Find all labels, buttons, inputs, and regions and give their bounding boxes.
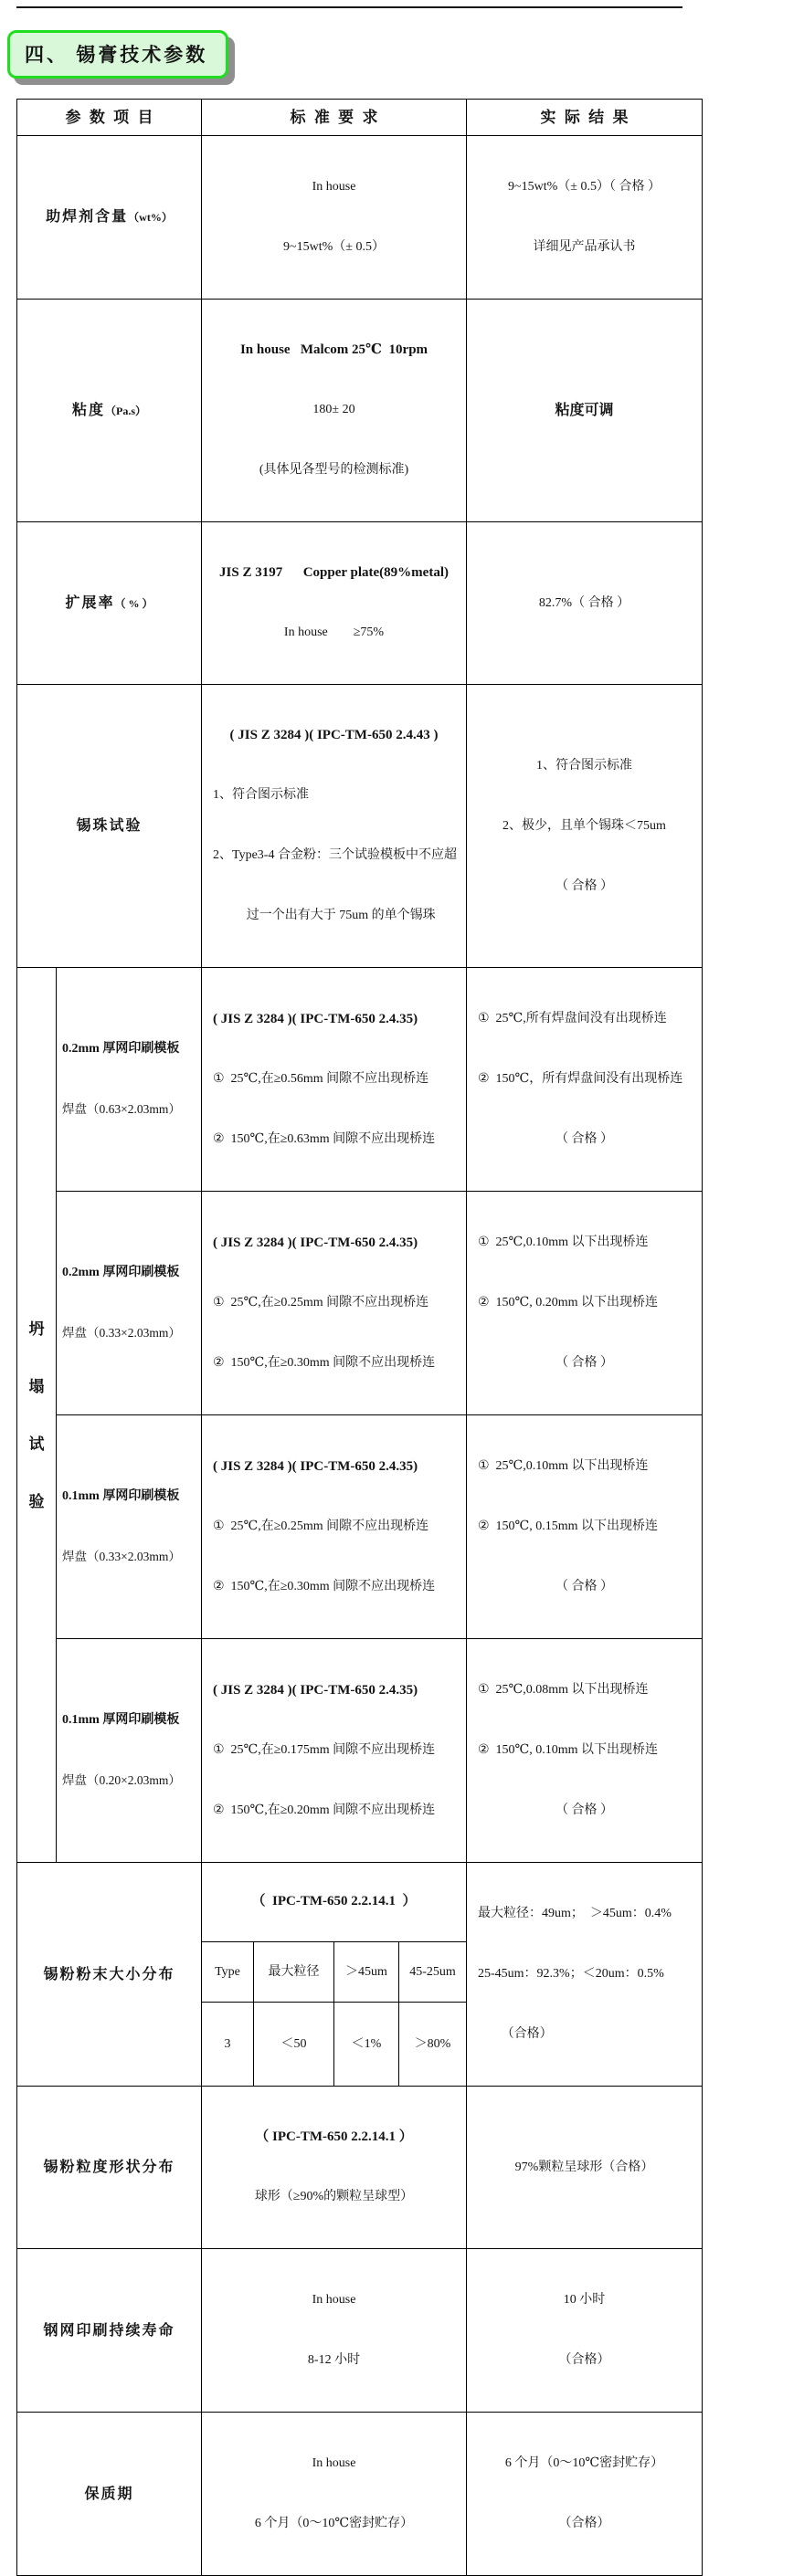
std-line: 过一个出有大于 75um 的单个锡珠 (246, 909, 436, 922)
cell-powder-shape-label (17, 2087, 202, 2249)
inner-col-value: 3 (202, 2003, 254, 2087)
cell-powder-size-result (467, 1863, 703, 2087)
std-line: 1、符合图示标准 (213, 788, 309, 802)
std-title: ( JIS Z 3284 )( IPC-TM-650 2.4.35) (213, 1235, 418, 1250)
stencil-spec: 0.2mm 厚网印刷模板 (62, 1042, 180, 1056)
cell-stencil-life-result (467, 2249, 703, 2413)
table-header-row (17, 100, 703, 136)
std-line: ① 25℃,在≥0.175mm 间隙不应出现桥连 (213, 1742, 436, 1757)
stencil-spec: 0.1mm 厚网印刷模板 (62, 1713, 180, 1727)
cell-slump-1-sublabel (57, 968, 202, 1192)
std-title: ( JIS Z 3284 )( IPC-TM-650 2.4.35) (213, 1011, 418, 1026)
cell-flux-result (467, 136, 703, 300)
cell-powder-shape-result (467, 2087, 703, 2249)
col-header-param: 参数项目 (17, 100, 202, 136)
result-line: ① 25℃,0.10mm 以下出现桥连 (478, 1235, 649, 1249)
row-shelf-life (17, 2413, 703, 2576)
std-line: (具体见各型号的检测标准) (259, 463, 409, 477)
powder-shape-label: 锡粉粒度形状分布 (43, 2160, 175, 2175)
result-line: 最大粒径：49um； ＞45um：0.4% (478, 1907, 672, 1920)
cell-slump-2-result (467, 1192, 703, 1415)
inner-col-header: 最大粒径 (254, 1941, 334, 2002)
cell-shelf-life-result (467, 2413, 703, 2576)
result-line: 2、极少，且单个锡珠＜75um (503, 818, 666, 833)
inner-col-header: 45-25um (399, 1941, 467, 2002)
flux-unit: （wt%） (128, 211, 173, 224)
result-line: 1、符合图示标准 (536, 758, 632, 773)
std-line: ① 25℃,在≥0.25mm 间隙不应出现桥连 (213, 1519, 429, 1533)
std-title: ( JIS Z 3284 )( IPC-TM-650 2.4.43 ) (229, 728, 439, 742)
spread-unit: （ % ） (114, 596, 153, 610)
result-line: 82.7%（ 合格 ） (538, 595, 630, 610)
std-title: ( JIS Z 3284 )( IPC-TM-650 2.4.35) (213, 1458, 418, 1474)
stencil-spec: 0.2mm 厚网印刷模板 (62, 1266, 180, 1279)
cell-viscosity-result (467, 300, 703, 522)
std-line: ② 150℃,在≥0.20mm 间隙不应出现桥连 (213, 1803, 436, 1817)
result-line: 25-45um：92.3%；＜20um：0.5% (478, 1967, 664, 1981)
section-title: 四、 锡膏技术参数 (25, 44, 208, 66)
result-line: ② 150℃, 0.15mm 以下出现桥连 (478, 1519, 658, 1533)
top-rule (16, 6, 682, 8)
row-stencil-life (17, 2249, 703, 2413)
spec-table (16, 99, 703, 2576)
result-line: 粘度可调 (555, 402, 614, 418)
cell-slump-group-label (17, 968, 57, 1863)
std-line: 6 个月（0～10℃密封贮存） (254, 2517, 414, 2530)
cell-powder-size-ref: （ IPC-TM-650 2.2.14.1 ） (202, 1863, 467, 1942)
result-line: ① 25℃,所有焊盘间没有出现桥连 (478, 1012, 667, 1025)
stencil-spec: 0.1mm 厚网印刷模板 (62, 1489, 180, 1503)
cell-powder-shape-standard (202, 2087, 467, 2249)
row-flux-content (17, 136, 703, 300)
std-line: 8-12 小时 (307, 2353, 361, 2367)
result-line: 97%颗粒呈球形（合格） (514, 2160, 654, 2174)
verdict: （ 合格 ） (555, 1580, 613, 1593)
col-header-standard: 标准要求 (202, 100, 467, 136)
std-line: 2、Type3-4 合金粉：三个试验模板中不应超 (213, 848, 457, 862)
std-line: 球形（≥90%的颗粒呈球型） (254, 2190, 414, 2203)
spread-label: 扩展率 (65, 594, 115, 611)
powder-size-label: 锡粉粉末大小分布 (43, 1966, 175, 1982)
verdict: （ 合格 ） (555, 878, 613, 893)
row-slump-2 (17, 1192, 703, 1415)
cell-stencil-life-label (17, 2249, 202, 2413)
viscosity-unit: （Pa.s） (105, 404, 147, 417)
result-line: ① 25℃,0.10mm 以下出现桥连 (478, 1459, 649, 1473)
cell-spread-label (17, 522, 202, 685)
verdict: （ 合格 ） (555, 1132, 613, 1146)
row-slump-1 (17, 968, 703, 1192)
std-line: In house (312, 180, 356, 194)
cell-slump-1-result (467, 968, 703, 1192)
std-line: ② 150℃,在≥0.30mm 间隙不应出现桥连 (213, 1355, 436, 1370)
row-solder-ball-test (17, 685, 703, 968)
flux-label: 助焊剂含量 (46, 209, 129, 225)
std-line: In house (312, 2293, 356, 2307)
verdict: （合格） (501, 2027, 553, 2041)
cell-flux-standard (202, 136, 467, 300)
row-powder-shape (17, 2087, 703, 2249)
row-slump-3 (17, 1415, 703, 1639)
cell-slump-3-standard (202, 1415, 467, 1639)
verdict: （ 合格 ） (555, 1356, 613, 1370)
std-line: In house ≥75% (283, 626, 385, 639)
row-spread-rate (17, 522, 703, 685)
result-line: （合格） (558, 2517, 610, 2530)
inner-col-value: ＜50 (254, 2003, 334, 2087)
cell-slump-4-result (467, 1639, 703, 1863)
std-line: 9~15wt%（± 0.5） (283, 240, 385, 254)
cell-slump-4-standard (202, 1639, 467, 1863)
shelf-life-label: 保质期 (84, 2486, 134, 2502)
cell-flux-label (17, 136, 202, 300)
cell-solder-ball-standard (202, 685, 467, 968)
section-title-box (7, 30, 228, 79)
cell-shelf-life-standard (202, 2413, 467, 2576)
cell-slump-2-standard (202, 1192, 467, 1415)
result-line: 6 个月（0～10℃密封贮存） (504, 2456, 664, 2470)
cell-slump-3-result (467, 1415, 703, 1639)
cell-solder-ball-result (467, 685, 703, 968)
result-line: ① 25℃,0.08mm 以下出现桥连 (478, 1683, 649, 1697)
cell-viscosity-standard (202, 300, 467, 522)
row-powder-size-ref (17, 1863, 703, 1942)
solder-ball-label: 锡珠试验 (76, 818, 143, 834)
result-line: ② 150℃, 0.20mm 以下出现桥连 (478, 1296, 658, 1309)
pad-spec: 焊盘（0.63×2.03mm） (62, 1102, 181, 1116)
std-title: In house Malcom 25℃ 10rpm (239, 342, 428, 357)
cell-shelf-life-label (17, 2413, 202, 2576)
pad-spec: 焊盘（0.33×2.03mm） (62, 1550, 181, 1563)
row-slump-4 (17, 1639, 703, 1863)
cell-stencil-life-standard (202, 2249, 467, 2413)
row-viscosity (17, 300, 703, 522)
cell-slump-1-standard (202, 968, 467, 1192)
std-line: ① 25℃,在≥0.25mm 间隙不应出现桥连 (213, 1295, 429, 1309)
inner-col-value: ＜1% (334, 2003, 399, 2087)
result-line: 详细见产品承认书 (533, 240, 636, 254)
viscosity-label: 粘度 (71, 402, 105, 418)
std-line: ① 25℃,在≥0.56mm 间隙不应出现桥连 (213, 1071, 429, 1086)
std-title: JIS Z 3197 Copper plate(89%metal) (219, 565, 449, 580)
cell-slump-2-sublabel (57, 1192, 202, 1415)
std-line: ② 150℃,在≥0.63mm 间隙不应出现桥连 (213, 1131, 436, 1146)
cell-viscosity-label (17, 300, 202, 522)
pad-spec: 焊盘（0.20×2.03mm） (62, 1773, 181, 1787)
result-line: 9~15wt%（± 0.5）（ 合格 ） (508, 180, 661, 194)
std-title: ( JIS Z 3284 )( IPC-TM-650 2.4.35) (213, 1682, 418, 1698)
verdict: （ 合格 ） (555, 1803, 613, 1817)
inner-col-header: ＞45um (334, 1941, 399, 2002)
pad-spec: 焊盘（0.33×2.03mm） (62, 1326, 181, 1340)
cell-spread-standard (202, 522, 467, 685)
cell-powder-size-label (17, 1863, 202, 2087)
std-line: ② 150℃,在≥0.30mm 间隙不应出现桥连 (213, 1579, 436, 1593)
result-line: （合格） (558, 2353, 610, 2367)
cell-solder-ball-label (17, 685, 202, 968)
stencil-life-label: 钢网印刷持续寿命 (43, 2322, 175, 2339)
col-header-result: 实际结果 (467, 100, 703, 136)
result-line: ② 150℃, 0.10mm 以下出现桥连 (478, 1743, 658, 1757)
cell-slump-4-sublabel (57, 1639, 202, 1863)
cell-spread-result (467, 522, 703, 685)
result-line: 10 小时 (563, 2293, 606, 2307)
std-line: In house (312, 2456, 356, 2470)
std-title: （ IPC-TM-650 2.2.14.1 ） (255, 2129, 413, 2144)
result-line: ② 150℃，所有焊盘间没有出现桥连 (478, 1072, 683, 1086)
std-line: 180± 20 (312, 403, 355, 416)
inner-col-header: Type (202, 1941, 254, 2002)
slump-group-label: 坍塌试验 (28, 1320, 45, 1510)
inner-col-value: ＞80% (399, 2003, 467, 2087)
cell-slump-3-sublabel (57, 1415, 202, 1639)
